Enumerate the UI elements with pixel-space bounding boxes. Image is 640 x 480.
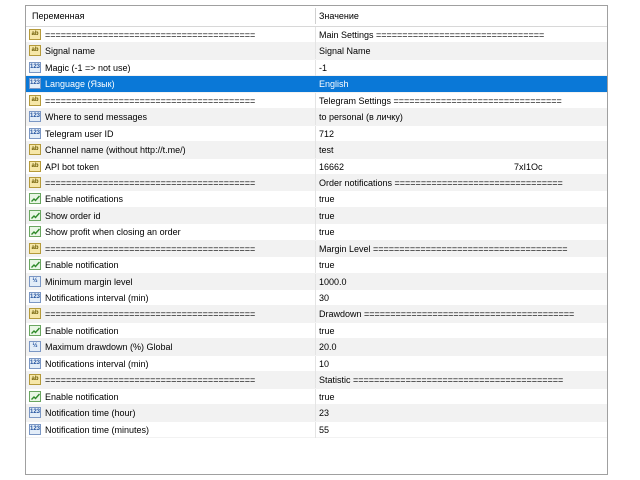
parameter-row[interactable] <box>26 422 607 438</box>
parameter-row[interactable] <box>26 241 607 257</box>
parameter-name: Magic (-1 => not use) <box>45 62 131 73</box>
parameter-value-text: Signal Name <box>319 46 371 57</box>
parameter-value[interactable] <box>319 76 604 92</box>
parameter-value[interactable] <box>319 27 604 43</box>
parameter-value[interactable] <box>319 159 604 175</box>
parameter-row[interactable] <box>26 27 607 43</box>
cell-divider <box>315 159 316 175</box>
parameter-row[interactable] <box>26 339 607 355</box>
parameter-name: Enable notification <box>45 391 119 402</box>
parameter-value[interactable] <box>319 356 604 372</box>
cell-divider <box>315 208 316 224</box>
parameter-value-text: 10 <box>319 358 330 369</box>
half-icon: ½ <box>29 341 41 352</box>
half-icon: ½ <box>29 276 41 287</box>
cell-divider <box>315 274 316 290</box>
parameters-grid <box>25 5 608 475</box>
cell-divider <box>315 191 316 207</box>
cell-divider <box>315 339 316 355</box>
parameter-name: Show order id <box>45 210 101 221</box>
parameter-value-text: true <box>319 391 335 402</box>
cell-divider <box>315 175 316 191</box>
cell-divider <box>315 224 316 240</box>
parameter-row[interactable] <box>26 175 607 191</box>
checkmark-icon <box>29 210 41 221</box>
123-icon: 123 <box>29 128 41 139</box>
parameter-value-text: Drawdown ======================================== <box>319 309 575 320</box>
parameter-value[interactable] <box>319 142 604 158</box>
parameter-name: Notifications interval (min) <box>45 293 149 303</box>
parameter-name: Language (Язык) <box>45 79 115 90</box>
parameter-value[interactable] <box>319 405 604 421</box>
parameter-row[interactable] <box>26 60 607 76</box>
parameter-name: API bot token <box>45 161 100 172</box>
parameter-value-text: true <box>319 227 335 238</box>
parameter-row[interactable] <box>26 43 607 59</box>
cell-divider <box>315 389 316 405</box>
parameter-value[interactable] <box>319 422 604 438</box>
cell-divider <box>315 43 316 59</box>
checkmark-icon <box>29 226 41 237</box>
parameter-value-text: test <box>319 145 334 156</box>
parameter-row[interactable] <box>26 372 607 388</box>
parameter-value[interactable] <box>319 323 604 339</box>
grid-header <box>26 6 607 27</box>
parameter-row[interactable] <box>26 257 607 273</box>
123-icon: 123 <box>29 424 41 435</box>
cell-divider <box>315 60 316 76</box>
parameter-name: Minimum margin level <box>45 276 133 287</box>
parameter-value-text: Statistic ======================================== <box>319 375 564 386</box>
parameter-value-text: 55 <box>319 424 330 435</box>
parameter-value-text: true <box>319 194 335 205</box>
parameter-value[interactable] <box>319 224 604 240</box>
parameter-name: Show profit when closing an order <box>45 227 181 238</box>
parameter-value-text: -1 <box>319 62 328 73</box>
123-icon: 123 <box>29 407 41 418</box>
parameter-value-text-tail: 7xI1Oc <box>514 161 543 172</box>
ab-icon: ab <box>29 95 41 106</box>
parameter-value[interactable] <box>319 241 604 257</box>
123-icon: 123 <box>29 78 41 89</box>
parameter-value[interactable] <box>319 175 604 191</box>
cell-divider <box>315 306 316 322</box>
cell-divider <box>315 422 316 438</box>
parameter-name: ======================================== <box>45 309 256 320</box>
cell-divider <box>315 142 316 158</box>
123-icon: 123 <box>29 358 41 369</box>
parameter-value-text: true <box>319 325 335 336</box>
parameter-name: ======================================== <box>45 30 256 40</box>
parameter-value[interactable] <box>319 306 604 322</box>
cell-divider <box>315 76 316 92</box>
parameter-value[interactable] <box>319 389 604 405</box>
parameter-row[interactable] <box>26 93 607 109</box>
parameter-row[interactable] <box>26 76 607 92</box>
parameter-row[interactable] <box>26 109 607 125</box>
parameter-value-text: 20.0 <box>319 342 337 353</box>
parameter-value-text: Main Settings ================================ <box>319 30 545 40</box>
parameter-value-text: true <box>319 260 335 271</box>
parameter-row[interactable] <box>26 191 607 207</box>
cell-divider <box>315 27 316 43</box>
parameter-value[interactable] <box>319 191 604 207</box>
parameter-name: Notification time (minutes) <box>45 424 150 435</box>
ab-icon: ab <box>29 144 41 155</box>
parameter-row[interactable] <box>26 356 607 372</box>
parameter-name: ======================================== <box>45 95 256 106</box>
parameter-value[interactable] <box>319 43 604 59</box>
parameter-name: ======================================== <box>45 375 256 386</box>
parameter-rows <box>26 27 607 438</box>
parameter-row[interactable] <box>26 405 607 421</box>
cell-divider <box>315 405 316 421</box>
parameter-row[interactable] <box>26 290 607 306</box>
cell-divider <box>315 109 316 125</box>
parameter-name: ======================================== <box>45 177 256 188</box>
parameter-value[interactable] <box>319 257 604 273</box>
parameter-name: Enable notification <box>45 260 119 271</box>
parameter-row[interactable] <box>26 389 607 405</box>
parameter-value-text: 1000.0 <box>319 276 347 287</box>
parameter-value-text: Margin Level ===================================== <box>319 243 568 254</box>
parameter-name: Telegram user ID <box>45 128 114 139</box>
parameter-value-text: Order notifications ================================ <box>319 177 563 188</box>
column-header-value[interactable]: Значение <box>319 11 359 21</box>
cell-divider <box>315 323 316 339</box>
parameter-value-text: 16662 <box>319 161 345 172</box>
123-icon: 123 <box>29 62 41 73</box>
cell-divider <box>315 257 316 273</box>
parameter-value-text: true <box>319 210 335 221</box>
ab-icon: ab <box>29 45 41 56</box>
parameter-value[interactable] <box>319 109 604 125</box>
checkmark-icon <box>29 259 41 270</box>
parameter-value-text: 30 <box>319 293 330 303</box>
parameter-value[interactable] <box>319 60 604 76</box>
parameter-name: ======================================== <box>45 243 256 254</box>
parameter-row[interactable] <box>26 224 607 240</box>
parameter-value-text: Telegram Settings ================================ <box>319 95 562 106</box>
checkmark-icon <box>29 325 41 336</box>
cell-divider <box>315 290 316 306</box>
parameter-row[interactable] <box>26 126 607 142</box>
123-icon: 123 <box>29 111 41 122</box>
parameter-row[interactable] <box>26 306 607 322</box>
parameter-name: Notifications interval (min) <box>45 358 149 369</box>
ab-icon: ab <box>29 161 41 172</box>
cell-divider <box>315 372 316 388</box>
parameter-row[interactable] <box>26 323 607 339</box>
parameter-row[interactable] <box>26 208 607 224</box>
parameter-value[interactable] <box>319 274 604 290</box>
parameter-name: Enable notification <box>45 325 119 336</box>
parameter-row[interactable] <box>26 142 607 158</box>
parameter-name: Enable notifications <box>45 194 124 205</box>
parameter-value[interactable] <box>319 93 604 109</box>
ab-icon: ab <box>29 177 41 188</box>
parameter-value[interactable] <box>319 126 604 142</box>
column-divider[interactable] <box>315 8 316 24</box>
123-icon: 123 <box>29 292 41 303</box>
parameter-value[interactable] <box>319 208 604 224</box>
parameter-value-text: 712 <box>319 128 335 139</box>
cell-divider <box>315 356 316 372</box>
checkmark-icon <box>29 391 41 402</box>
cell-divider <box>315 241 316 257</box>
checkmark-icon <box>29 193 41 204</box>
ab-icon: ab <box>29 29 41 40</box>
parameter-name: Maximum drawdown (%) Global <box>45 342 173 353</box>
parameter-value-text: English <box>319 79 349 90</box>
ab-icon: ab <box>29 243 41 254</box>
parameter-name: Channel name (without http://t.me/) <box>45 145 186 156</box>
cell-divider <box>315 93 316 109</box>
ab-icon: ab <box>29 374 41 385</box>
parameter-name: Where to send messages <box>45 112 148 123</box>
parameter-value[interactable] <box>319 372 604 388</box>
parameter-row[interactable] <box>26 274 607 290</box>
parameter-name: Notification time (hour) <box>45 408 136 419</box>
parameter-value[interactable] <box>319 339 604 355</box>
parameter-value-text: 23 <box>319 408 330 419</box>
ab-icon: ab <box>29 308 41 319</box>
cell-divider <box>315 126 316 142</box>
parameter-name: Signal name <box>45 46 96 57</box>
column-header-variable[interactable]: Переменная <box>32 11 85 21</box>
parameter-row[interactable] <box>26 159 607 175</box>
parameter-value[interactable] <box>319 290 604 306</box>
parameter-value-text: to personal (в личку) <box>319 112 403 123</box>
